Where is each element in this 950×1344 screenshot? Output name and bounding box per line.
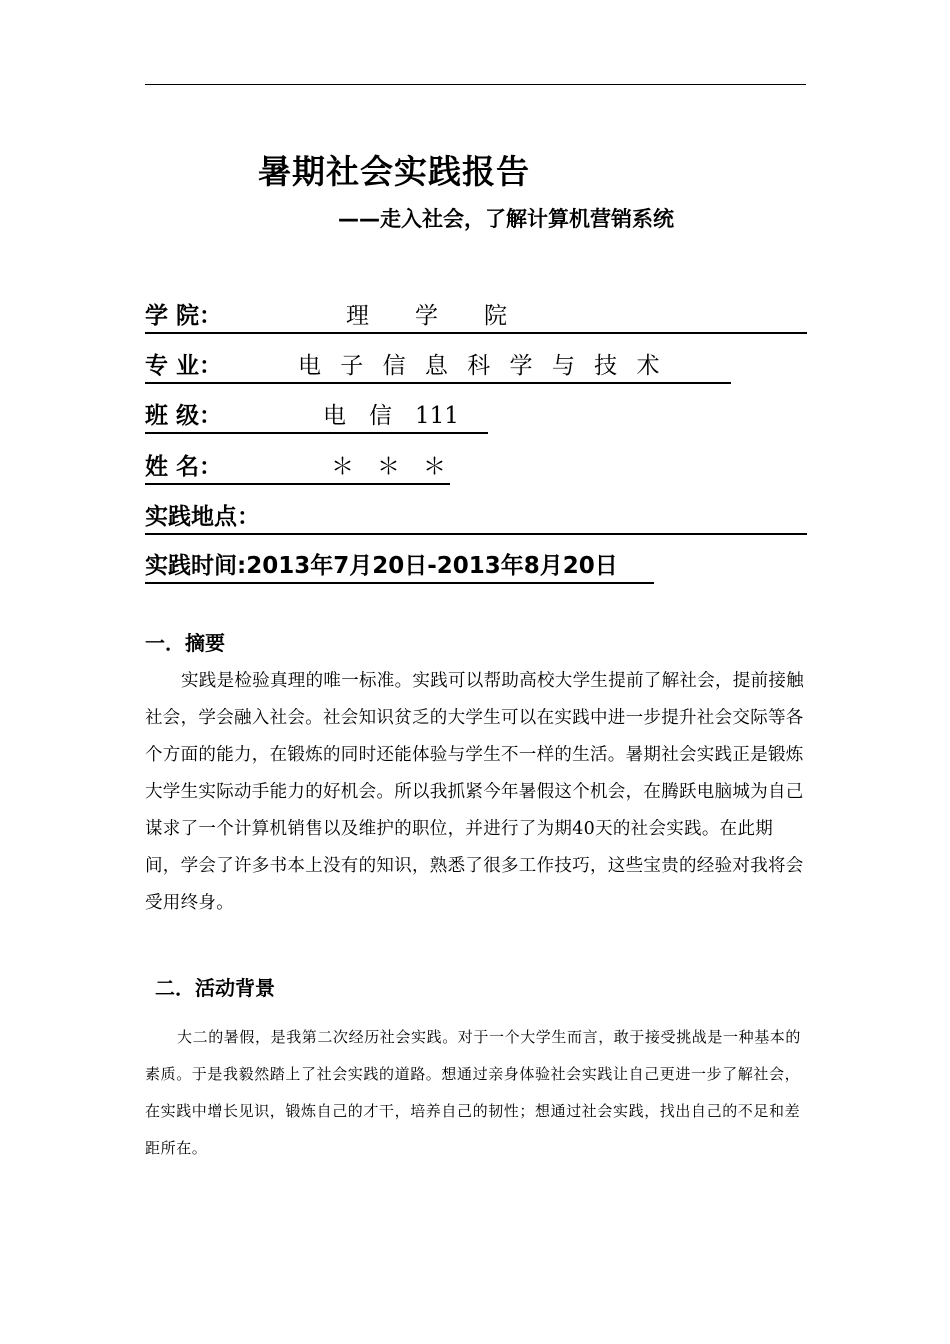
name-label: 姓 名： xyxy=(145,454,223,480)
college-label: 学 院： xyxy=(145,303,223,329)
name-field xyxy=(145,452,446,482)
abstract-heading: 一．摘要 xyxy=(145,631,225,655)
time-field xyxy=(145,551,618,581)
location-label: 实践地点： xyxy=(145,504,260,530)
name-underline xyxy=(145,483,450,485)
location-underline xyxy=(145,533,807,535)
background-body: 大二的暑假，是我第二次经历社会实践。对于一个大学生而言，敢于接受挑战是一种基本的素质。于是我毅然踏上了社会实践的道路。想通过亲身体验社会实践让自己更进一步了解社会，在实践中增长见识，锻炼自己的才干，培养自己的韧性；想通过社会实践，找出自己的不足和差距所在。 xyxy=(145,1028,802,1157)
class-value: 电 信 111 xyxy=(323,403,459,429)
major-underline xyxy=(145,382,731,384)
college-field xyxy=(145,301,507,331)
name-value: ＊ ＊ ＊ xyxy=(331,454,446,480)
class-underline xyxy=(145,432,488,434)
background-heading: 二．活动背景 xyxy=(155,976,275,1000)
major-value: 电 子 信 息 科 学 与 技 术 xyxy=(298,353,666,379)
major-label: 专 业： xyxy=(145,353,223,379)
report-subtitle: ——走入社会，了解计算机营销系统 xyxy=(338,207,674,231)
major-field xyxy=(145,351,666,381)
time-text: 实践时间:2013年7月20日-2013年8月20日 xyxy=(145,553,618,579)
abstract-body: 实践是检验真理的唯一标准。实践可以帮助高校大学生提前了解社会，提前接触社会，学会融入社会。社会知识贫乏的大学生可以在实践中进一步提升社会交际等各个方面的能力，在锻炼的同时还能体验与学生不一样的生活。暑期社会实践正是锻炼大学生实际动手能力的好机会。所以我抓紧今年暑假这个机会，在腾跃电脑城为自己谋求了一个计算机销售以及维护的职位，并进行了为期40天的社会实践。在此期间，学会了许多书本上没有的知识，熟悉了很多工作技巧，这些宝贵的经验对我将会受用终身。 xyxy=(145,671,804,913)
location-field xyxy=(145,502,260,532)
class-label: 班 级： xyxy=(145,403,223,429)
report-title: 暑期社会实践报告 xyxy=(258,152,530,191)
time-underline xyxy=(145,582,654,584)
class-field xyxy=(145,401,459,431)
header-rule xyxy=(145,84,806,85)
college-underline xyxy=(145,332,807,334)
college-value: 理 学 院 xyxy=(346,303,507,329)
